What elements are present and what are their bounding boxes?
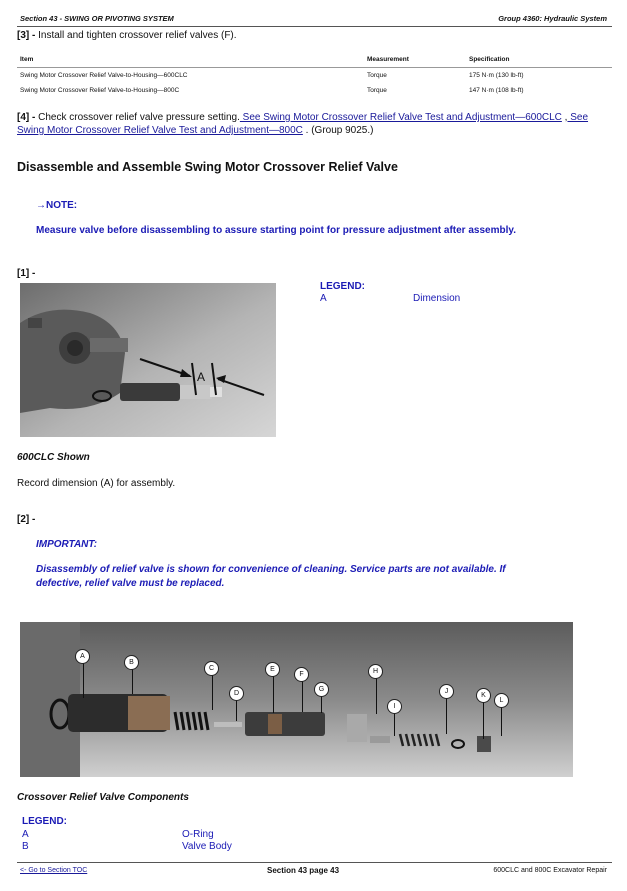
leader-d xyxy=(236,699,237,721)
step1-number: [1] - xyxy=(17,268,36,279)
step4-separator: , xyxy=(561,112,568,123)
step4-line2 xyxy=(17,124,373,137)
spec-row-1-measurement: Torque xyxy=(367,72,387,79)
step1-caption: 600CLC Shown xyxy=(17,452,90,463)
step1-text: Record dimension (A) for assembly. xyxy=(17,478,176,489)
leader-i xyxy=(394,712,395,736)
step3 xyxy=(17,29,237,42)
leader-l xyxy=(501,706,502,736)
components-legend-value-b: Valve Body xyxy=(182,841,232,852)
important-line2: defective, relief valve must be replaced. xyxy=(36,578,225,589)
leader-a xyxy=(83,662,84,698)
components-legend-title: LEGEND: xyxy=(22,816,67,827)
spec-table-header-measurement: Measurement xyxy=(367,56,409,63)
step4-link-800c[interactable]: Swing Motor Crossover Relief Valve Test and Adjustment—800C xyxy=(17,125,303,136)
spec-row-2-item: Swing Motor Crossover Relief Valve-to-Housing—800C xyxy=(20,87,180,94)
spec-table-rule xyxy=(17,67,612,68)
components-legend-key-a: A xyxy=(22,829,29,840)
components-legend-value-a: O-Ring xyxy=(182,829,214,840)
spec-row-1-item: Swing Motor Crossover Relief Valve-to-Housing—600CLC xyxy=(20,72,188,79)
footer-toc-link[interactable]: <- Go to Section TOC xyxy=(20,867,88,874)
header-group: Group 4360: Hydraulic System xyxy=(498,14,607,23)
step3-text: Install and tighten crossover relief valves (F). xyxy=(35,30,237,41)
section-title: Disassemble and Assemble Swing Motor Crossover Relief Valve xyxy=(17,160,398,174)
callout-i: I xyxy=(387,699,402,714)
footer-product: 600CLC and 800C Excavator Repair xyxy=(493,867,607,874)
callout-g: G xyxy=(314,682,329,697)
step4-number: [4] - xyxy=(17,112,36,123)
step1-legend-value: Dimension xyxy=(413,293,461,304)
footer-page: Section 43 page 43 xyxy=(267,866,340,875)
callout-h: H xyxy=(368,664,383,679)
step4-text: Check crossover relief valve pressure setting. xyxy=(35,112,240,123)
valve-measurement-photo xyxy=(20,283,276,437)
note-label: →NOTE: xyxy=(36,200,78,211)
step1-legend-title: LEGEND: xyxy=(320,281,365,292)
leader-f xyxy=(302,680,303,712)
step3-number: [3] - xyxy=(17,30,36,41)
dimension-label: A xyxy=(197,370,206,384)
important-label: IMPORTANT: xyxy=(36,539,98,550)
step4 xyxy=(17,111,617,124)
callout-b: B xyxy=(124,655,139,670)
spec-row-2-spec: 147 N·m (108 lb-ft) xyxy=(469,87,524,94)
note-text: Measure valve before disassembling to assure starting point for pressure adjustment after assembly. xyxy=(36,225,516,236)
callout-f: F xyxy=(294,667,309,682)
components-photo xyxy=(20,622,573,777)
callout-a: A xyxy=(75,649,90,664)
step1-legend-key: A xyxy=(320,293,327,304)
header-rule xyxy=(17,26,612,27)
leader-b xyxy=(132,668,133,694)
callout-c: C xyxy=(204,661,219,676)
leader-k xyxy=(483,701,484,739)
step4-link-see[interactable]: See xyxy=(567,112,589,123)
spec-row-2-measurement: Torque xyxy=(367,87,387,94)
components-legend-key-b: B xyxy=(22,841,29,852)
components-illustration xyxy=(20,622,573,777)
callout-l: L xyxy=(494,693,509,708)
leader-h xyxy=(376,677,377,714)
spec-table-header-item: Item xyxy=(20,56,34,63)
leader-g xyxy=(321,695,322,713)
step2-number: [2] - xyxy=(17,514,36,525)
step4-tail: . (Group 9025.) xyxy=(302,125,374,136)
spec-table-header-specification: Specification xyxy=(469,56,510,63)
callout-d: D xyxy=(229,686,244,701)
valve-measurement-illustration xyxy=(20,283,276,437)
step4-link-600clc[interactable]: See Swing Motor Crossover Relief Valve Test and Adjustment—600CLC xyxy=(239,112,562,123)
callout-j: J xyxy=(439,684,454,699)
important-line1: Disassembly of relief valve is shown for convenience of cleaning. Service parts are not available. If xyxy=(36,564,506,575)
leader-e xyxy=(273,675,274,713)
header-section: Section 43 - SWING OR PIVOTING SYSTEM xyxy=(20,14,174,23)
spec-row-1-spec: 175 N·m (130 lb-ft) xyxy=(469,72,524,79)
footer-rule xyxy=(17,862,612,863)
components-caption: Crossover Relief Valve Components xyxy=(17,792,189,803)
leader-c xyxy=(212,674,213,710)
callout-k: K xyxy=(476,688,491,703)
leader-j xyxy=(446,697,447,734)
callout-e: E xyxy=(265,662,280,677)
